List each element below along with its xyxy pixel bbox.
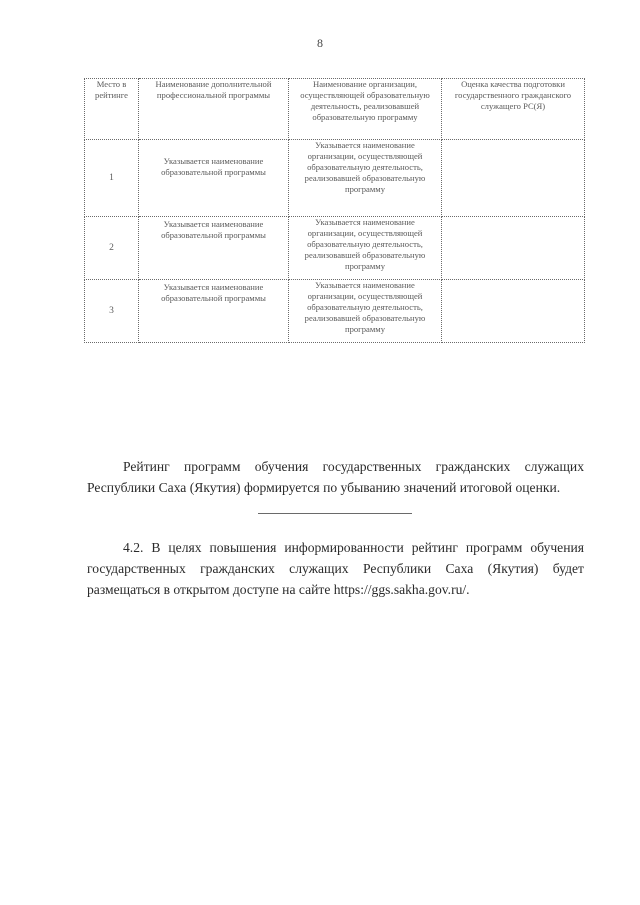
table-row [85,217,585,280]
header-place: Место в рейтинге [85,79,139,140]
end-divider-line [258,513,412,514]
paragraph-publication: 4.2. В целях повышения информированности рейтинг программ обучения государственных гражданских служащих Республики Саха (Якутия) будет размещаться в открытом доступе на сайте https://ggs.sakha.gov.ru/. [87,540,584,597]
cell-score [442,280,585,343]
cell-place: 2 [85,217,139,280]
cell-organization: Указывается наименование организации, осуществляющей образовательную деятельность, реализовавшей образовательную программу [289,280,442,343]
cell-program: Указывается наименование образовательной программы [139,140,289,217]
table-row [85,140,585,217]
page-number: 8 [317,36,323,50]
cell-program: Указывается наименование образовательной программы [139,217,289,280]
cell-program: Указывается наименование образовательной программы [139,280,289,343]
cell-organization: Указывается наименование организации, осуществляющей образовательную деятельность, реализовавшей образовательную программу [289,140,442,217]
header-organization: Наименование организации, осуществляющей образовательную деятельность, реализовавшей образовательную программу [289,79,442,140]
rating-table [84,78,585,343]
table-header-row [85,79,585,140]
table-row [85,280,585,343]
header-score: Оценка качества подготовки государственного гражданского служащего РС(Я) [442,79,585,140]
cell-score [442,140,585,217]
cell-place: 3 [85,280,139,343]
header-program: Наименование дополнительной профессиональной программы [139,79,289,140]
paragraph-rating-formation: Рейтинг программ обучения государственных гражданских служащих Республики Саха (Якутия) формируется по убыванию значений итоговой оценки. [87,459,584,495]
cell-organization: Указывается наименование организации, осуществляющей образовательную деятельность, реализовавшей образовательную программу [289,217,442,280]
cell-score [442,217,585,280]
cell-place: 1 [85,140,139,217]
